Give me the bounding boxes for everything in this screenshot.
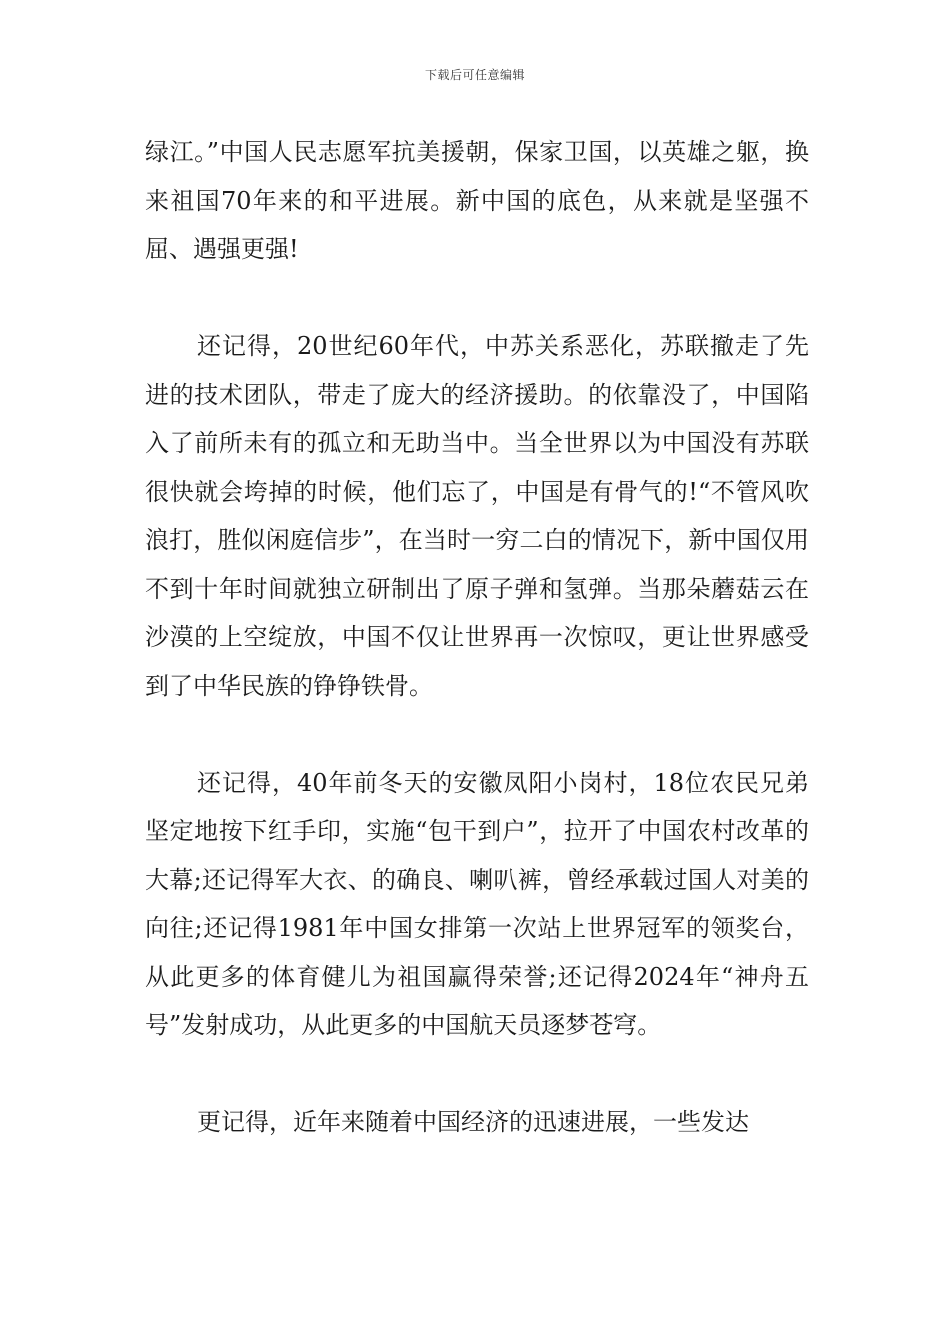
paragraph-2: 还记得，20世纪60年代，中苏关系恶化，苏联撤走了先进的技术团队，带走了庞大的经济援助。的依靠没了，中国陷入了前所未有的孤立和无助当中。当全世界以为中国没有苏联很快就会垮掉的时候，他们忘了，中国是有骨气的!“不管风吹浪打，胜似闲庭信步”，在当时一穷二白的情况下，新中国仅用不到十年时间就独立研制出了原子弹和氢弹。当那朵蘑菇云在沙漠的上空绽放，中国不仅让世界再一次惊叹，更让世界感受到了中华民族的铮铮铁骨。 [145,332,809,700]
paragraph-3: 还记得，40年前冬天的安徽凤阳小岗村，18位农民兄弟坚定地按下红手印，实施“包干到户”，拉开了中国农村改革的大幕;还记得军大衣、的确良、喇叭裤，曾经承载过国人对美的向往;还记得1981年中国女排第一次站上世界冠军的领奖台，从此更多的体育健儿为祖国赢得荣誉;还记得2024年“神舟五号”发射成功，从此更多的中国航天员逐梦苍穹。 [145,768,809,1039]
paragraph-gap [145,710,809,759]
paragraph-gap [145,274,809,323]
paragraph-1: 绿江。”中国人民志愿军抗美援朝，保家卫国，以英雄之躯，换来祖国70年来的和平进展。新中国的底色，从来就是坚强不屈、遇强更强! [145,138,809,263]
page-header: 下载后可任意编辑 [424,68,525,82]
document-body [145,128,809,1147]
paragraph-gap [145,1050,809,1099]
paragraph-4: 更记得，近年来随着中国经济的迅速进展，一些发达 [197,1108,749,1136]
